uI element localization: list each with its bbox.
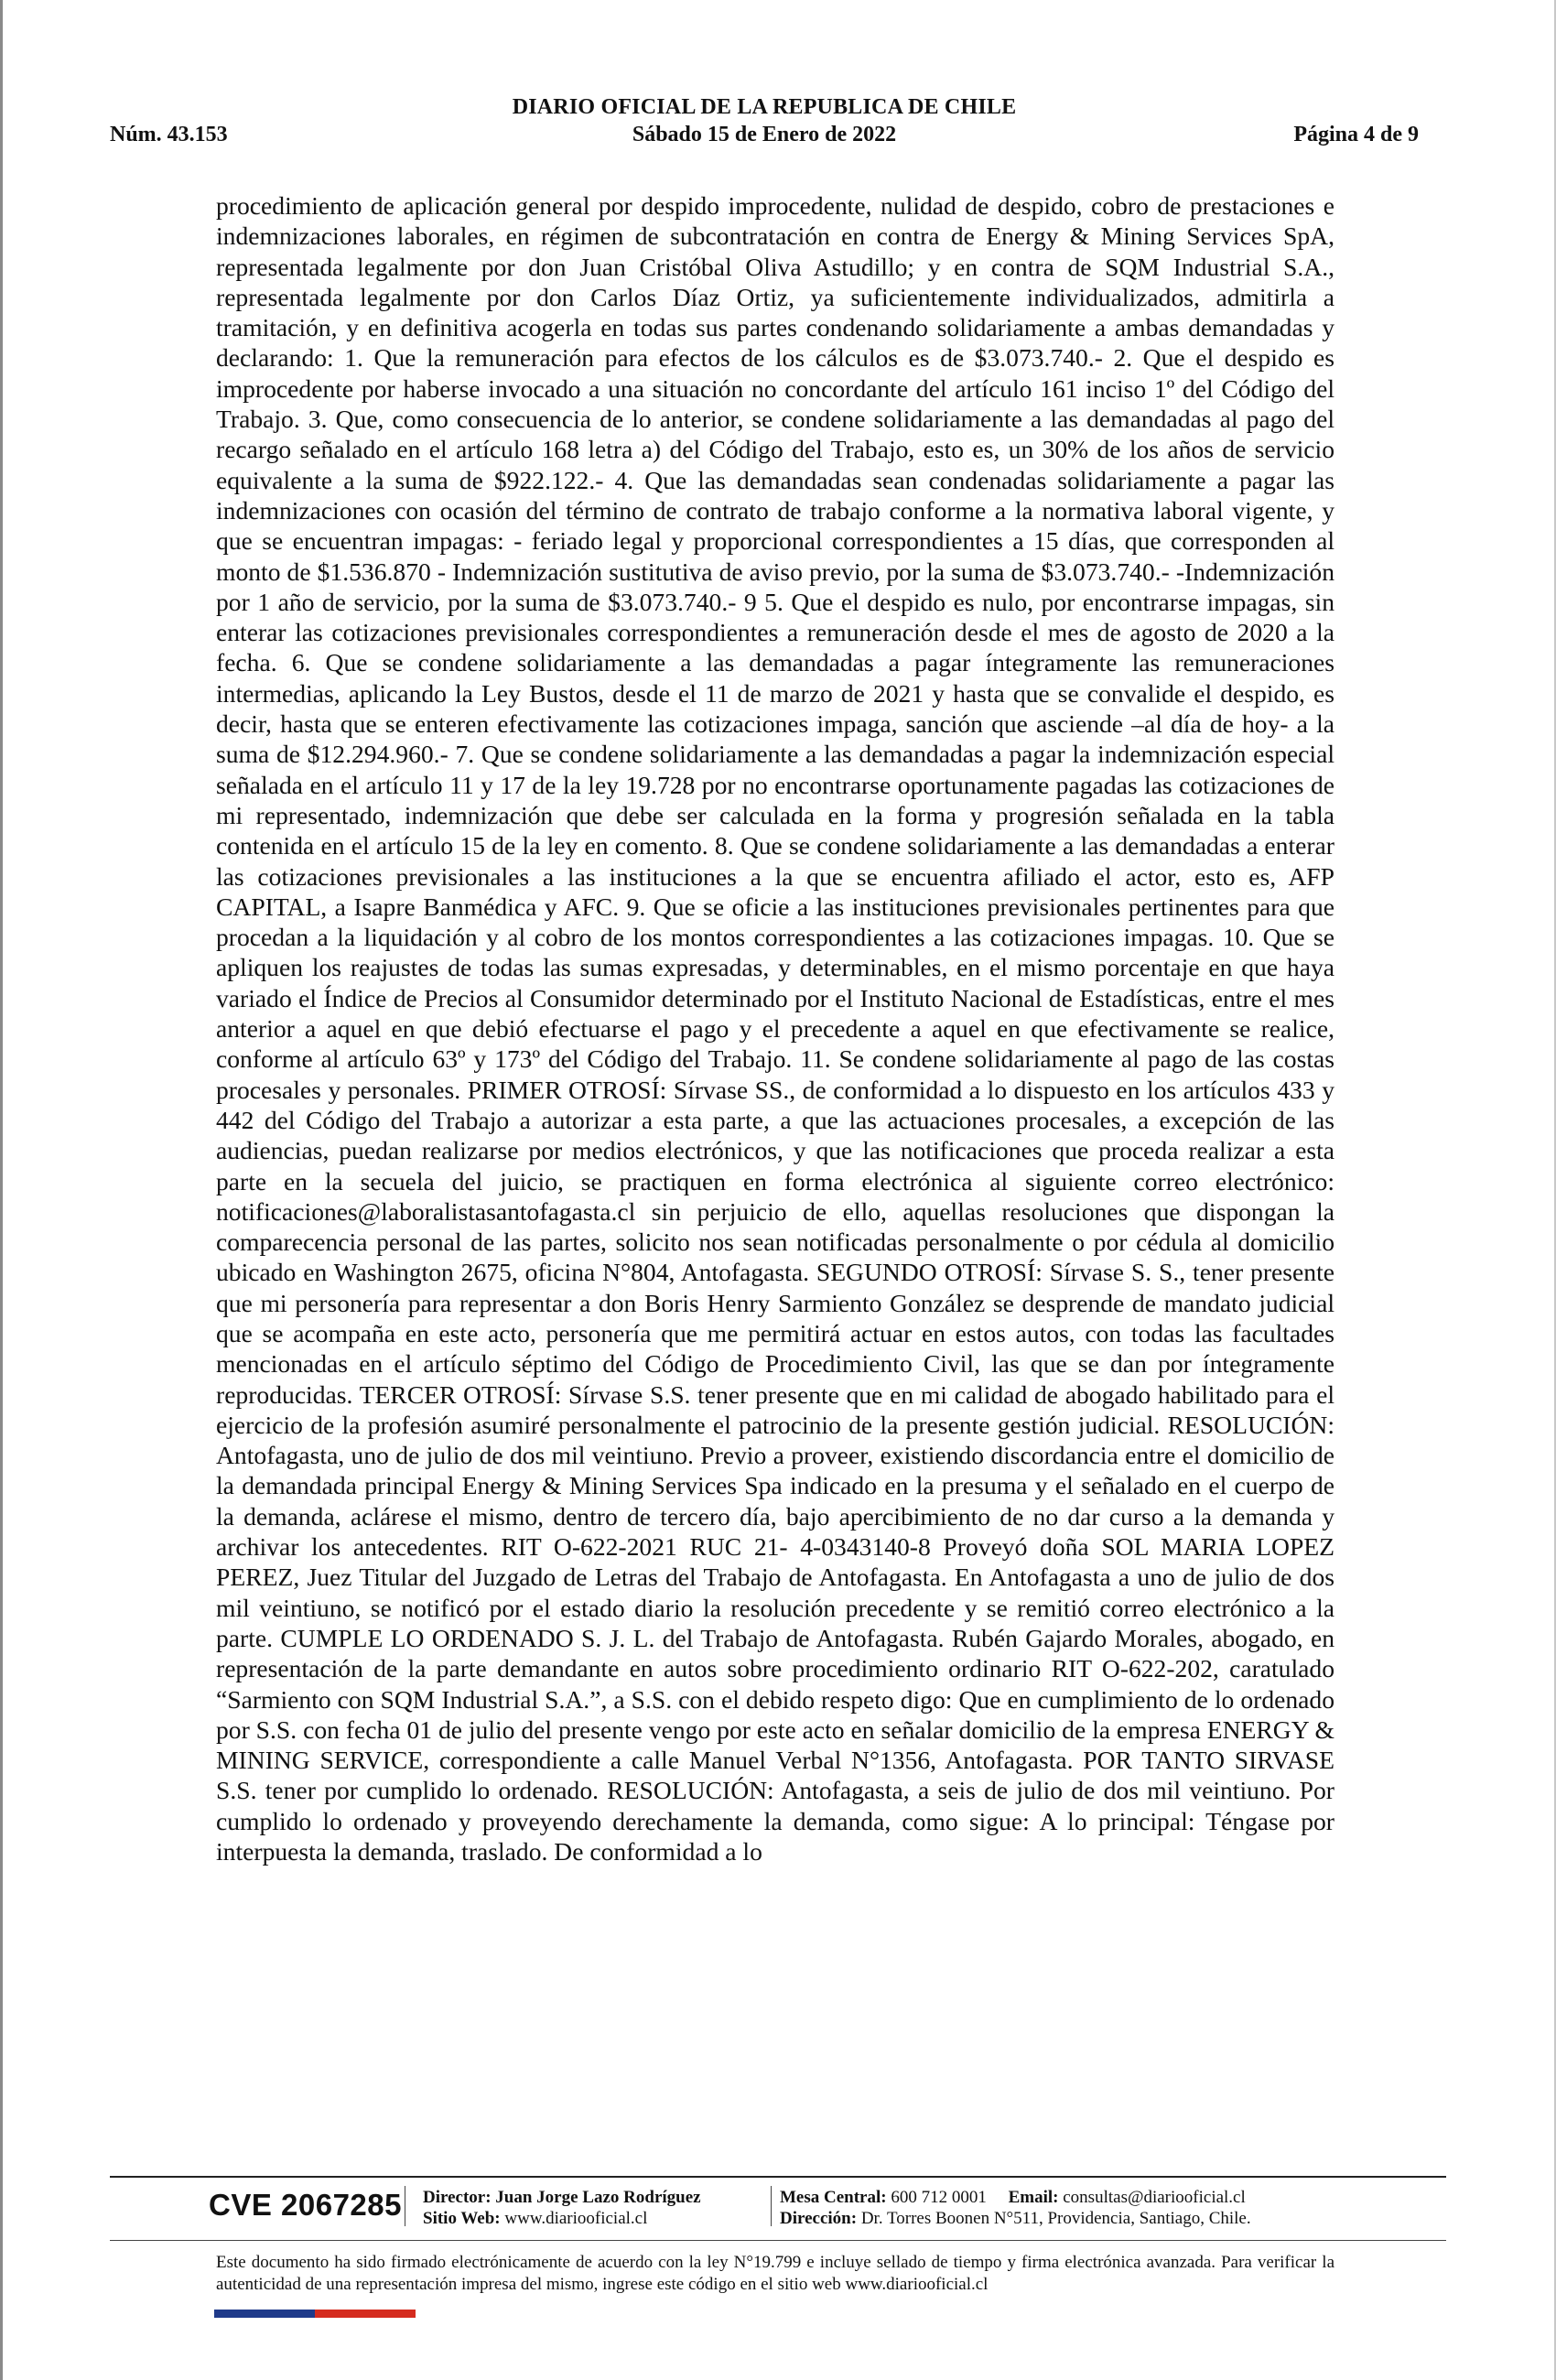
issue-number: Núm. 43.153 — [110, 123, 228, 146]
phone-label: Mesa Central: — [780, 2188, 887, 2207]
address-value: Dr. Torres Boonen N°511, Providencia, Santiago, Chile. — [860, 2209, 1251, 2228]
publication-title: DIARIO OFICIAL DE LA REPUBLICA DE CHILE — [512, 95, 1017, 119]
director-label: Director: — [423, 2188, 492, 2207]
flag-stripe-red — [315, 2310, 416, 2318]
email-link[interactable]: consultas@diariooficial.cl — [1063, 2188, 1246, 2207]
site-label: Sitio Web: — [423, 2209, 501, 2228]
cve-code: CVE 2067285 — [209, 2188, 402, 2222]
flag-stripe-blue — [214, 2310, 315, 2318]
footer-contact-block — [780, 2187, 1251, 2229]
phone-value: 600 712 0001 — [891, 2188, 987, 2207]
site-link[interactable]: www.diariooficial.cl — [504, 2209, 648, 2228]
page-indicator: Página 4 de 9 — [1293, 123, 1419, 146]
footer-director-block — [423, 2187, 701, 2229]
director-name: Juan Jorge Lazo Rodríguez — [495, 2188, 701, 2207]
footer-separator — [771, 2186, 772, 2226]
issue-date: Sábado 15 de Enero de 2022 — [632, 123, 897, 146]
signature-disclaimer: Este documento ha sido firmado electrónicamente de acuerdo con la ley N°19.799 e incluye sellado de tiempo y firma electrónica avanzada. Para verificar la autenticidad de una representación impresa del mismo, ingrese este código en el sitio web www.diariooficial.cl — [216, 2253, 1334, 2294]
page-header — [110, 92, 1419, 156]
email-label: Email: — [1008, 2188, 1059, 2207]
footer-bottom-rule — [110, 2240, 1446, 2241]
page-footer — [110, 2179, 1446, 2234]
address-label: Dirección: — [780, 2209, 858, 2228]
footer-top-rule — [110, 2176, 1446, 2178]
body-text: procedimiento de aplicación general por despido improcedente, nulidad de despido, cobro de prestaciones e indemnizaciones laborales, en régimen de subcontratación en contra de Energy & Mining Services SpA, representada legalmente por don Juan Cristóbal Oliva Astudillo; y en contra de SQM Industrial S.A., representada legalmente por don Carlos Díaz Ortiz, ya suficientemente individualizados, admitirla a tramitación, y en definitiva acogerla en todas sus partes condenando solidariamente a ambas demandadas y declarando: 1. Que la remuneración para efectos de los cálculos es de $3.073.740.- 2. Que el despido es improcedente por haberse invocado a una situación no concordante del artículo 161 inciso 1º del Código del Trabajo. 3. Que, como consecuencia de lo anterior, se condene solidariamente a las demandadas al pago del recargo señalado en el artículo 168 letra a) del Código del Trabajo, esto es, un 30% de los años de servicio equivalente a la suma de $922.122.- 4. Que las demandadas sean condenadas solidariamente a pagar las indemnizaciones con ocasión del término de contrato de trabajo conforme a la normativa laboral vigente, y que se encuentran impagas: - feriado legal y proporcional correspondientes a 15 días, que corresponden al monto de $1.536.870 - Indemnización sustitutiva de aviso previo, por la suma de $3.073.740.- -Indemnización por 1 año de servicio, por la suma de $3.073.740.- 9 5. Que el despido es nulo, por encontrarse impagas, sin enterar las cotizaciones previsionales correspondientes a remuneración desde el mes de agosto de 2020 a la fecha. 6. Que se condene solidariamente a las demandadas a pagar íntegramente las remuneraciones intermedias, aplicando la Ley Bustos, desde el 11 de marzo de 2021 y hasta que se convalide el despido, es decir, hasta que se enteren efectivamente las cotizaciones impaga, sanción que asciende –al día de hoy- a la suma de $12.294.960.- 7. Que se condene solidariamente a las demandadas a pagar la indemnización especial señalada en el artículo 11 y 17 de la ley 19.728 por no encontrarse oportunamente pagadas las cotizaciones de mi representado, indemnización que debe ser calculada en la forma y progresión señalada en la tabla contenida en el artículo 15 de la ley en comento. 8. Que se condene solidariamente a las demandadas a enterar las cotizaciones previsionales a las instituciones a la que se encuentra afiliado el actor, esto es, AFP CAPITAL, a Isapre Banmédica y AFC. 9. Que se oficie a las instituciones previsionales pertinentes para que procedan a la liquidación y al cobro de los montos correspondientes a las cotizaciones impagas. 10. Que se apliquen los reajustes de todas las sumas expresadas, y determinables, en el mismo porcentaje en que haya variado el Índice de Precios al Consumidor determinado por el Instituto Nacional de Estadísticas, entre el mes anterior a aquel en que debió efectuarse el pago y el precedente a aquel en que efectivamente se realice, conforme al artículo 63º y 173º del Código del Trabajo. 11. Se condene solidariamente al pago de las costas procesales y personales. PRIMER OTROSÍ: Sírvase SS., de conformidad a lo dispuesto en los artículos 433 y 442 del Código del Trabajo a autorizar a esta parte, a que las actuaciones procesales, a excepción de las audiencias, puedan realizarse por medios electrónicos, y que las notificaciones que proceda realizar a esta parte en la secuela del juicio, se practiquen en forma electrónica al siguiente correo electrónico: notificaciones@laboralistasantofagasta.cl sin perjuicio de ello, aquellas resoluciones que dispongan la comparecencia personal de las partes, solicito nos sean notificadas personalmente o por cédula al domicilio ubicado en Washington 2675, oficina N°804, Antofagasta. SEGUNDO OTROSÍ: Sírvase S. S., tener presente que mi personería para representar a don Boris Henry Sarmiento González se desprende de mandato judicial que se acompaña en este acto, personería que me permitirá actuar en estos autos, con todas las facultades mencionadas en el artículo séptimo del Código de Procedimiento Civil, las que se dan por íntegramente reproducidas. TERCER OTROSÍ: Sírvase S.S. tener presente que en mi calidad de abogado habilitado para el ejercicio de la profesión asumiré personalmente el patrocinio de la presente gestión judicial. RESOLUCIÓN: Antofagasta, uno de julio de dos mil veintiuno. Previo a proveer, existiendo discordancia entre el domicilio de la demandada principal Energy & Mining Services Spa indicado en la presuma y el señalado en el cuerpo de la demanda, aclárese el mismo, dentro de tercero día, bajo apercibimiento de no dar curso a la demanda y archivar los antecedentes. RIT O-622-2021 RUC 21- 4-0343140-8 Proveyó doña SOL MARIA LOPEZ PEREZ, Juez Titular del Juzgado de Letras del Trabajo de Antofagasta. En Antofagasta a uno de julio de dos mil veintiuno, se notificó por el estado diario la resolución precedente y se remitió correo electrónico a la parte. CUMPLE LO ORDENADO S. J. L. del Trabajo de Antofagasta. Rubén Gajardo Morales, abogado, en representación de la parte demandante en autos sobre procedimiento ordinario RIT O-622-202, caratulado “Sarmiento con SQM Industrial S.A.”, a S.S. con el debido respeto digo: Que en cumplimiento de lo ordenado por S.S. con fecha 01 de julio del presente vengo por este acto en señalar domicilio de la empresa ENERGY & MINING SERVICE, correspondiente a calle Manuel Verbal N°1356, Antofagasta. POR TANTO SIRVASE S.S. tener por cumplido lo ordenado. RESOLUCIÓN: Antofagasta, a seis de julio de dos mil veintiuno. Por cumplido lo ordenado y proveyendo derechamente la demanda, como sigue: A lo principal: Téngase por interpuesta la demanda, traslado. De conformidad a lo — [216, 191, 1334, 1866]
